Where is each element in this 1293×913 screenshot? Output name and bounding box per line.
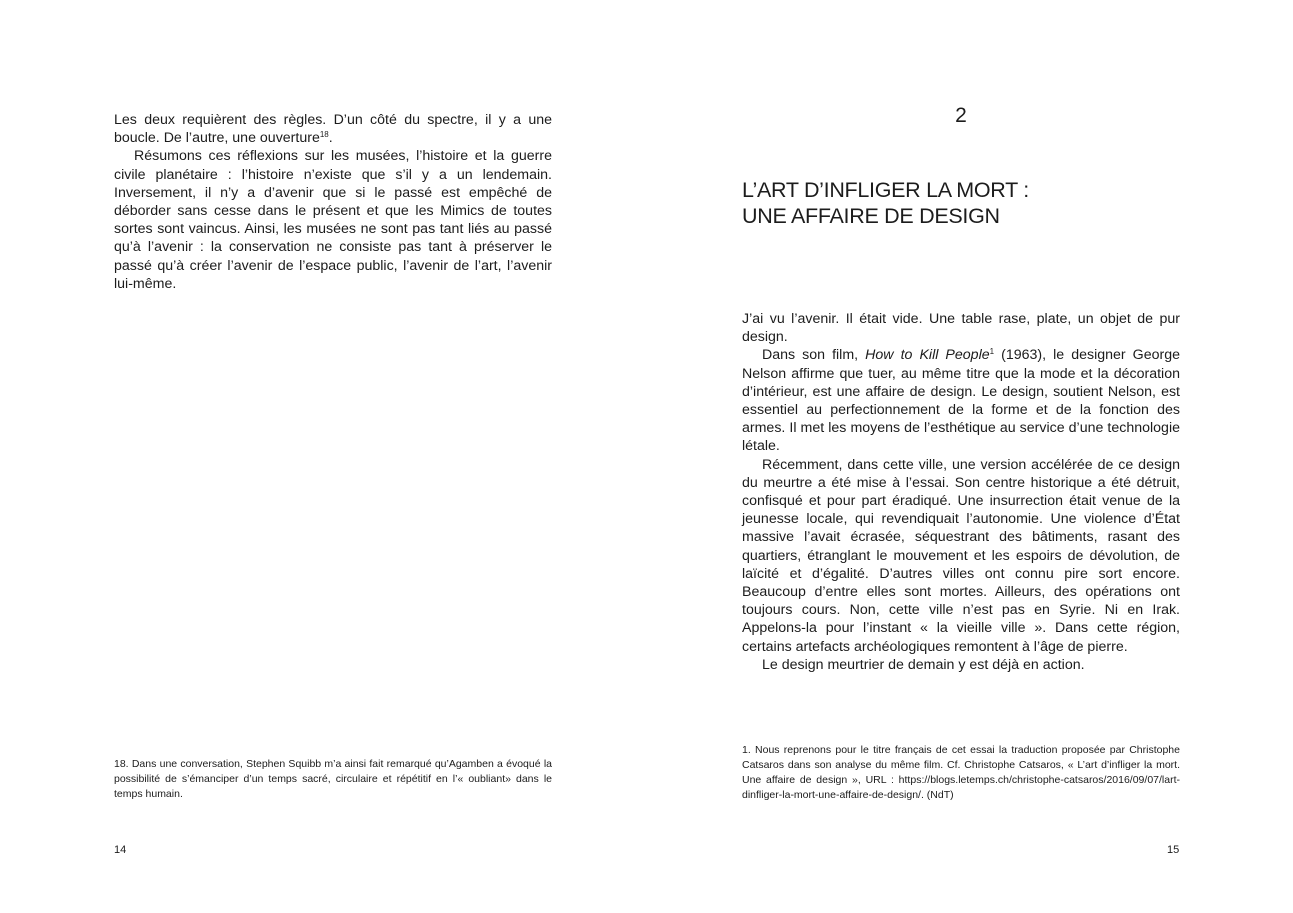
chapter-title-line-2: UNE AFFAIRE DE DESIGN bbox=[742, 204, 1000, 228]
right-paragraph-2-text: (1963), le designer George Nelson affirme que tuer, au même titre que la mode et la décoration d’intérieur, est une affaire de design. Le design, soutient Nelson, est essentiel au perfectionnement de la forme et de la fonction des armes. Il met les moyens de l’esthétique au service d’une technologie létale. bbox=[742, 347, 1181, 455]
chapter-title bbox=[742, 177, 1182, 229]
right-paragraph-3: Récemment, dans cette ville, une version accélérée de ce design du meurtre a été mise à l’essai. Son centre historique a été détruit, confisqué et pour part éradiqué. Une insurrection était venue de la jeunesse locale, qui revendiquait l’autonomie. Une violence d’État massive l’avait écrasée, séquestrant des bâtiments, rasant des quartiers, étranglant le mouvement et les espoirs de dévolution, de laïcité et d’égalité. D’autres villes ont connu pire sort encore. Beaucoup d’entre elles sont mortes. Ailleurs, des opérations ont toujours cours. Non, cette ville n’est pas en Syrie. Ni en Irak. Appelons-la pour l’instant « la vieille ville ». Dans cette région, certains artefacts archéologiques remontent à l’âge de pierre. bbox=[742, 456, 1180, 655]
left-page bbox=[0, 0, 646, 913]
chapter-title-line-1: L’ART D’INFLIGER LA MORT : bbox=[742, 178, 1029, 202]
page-number-left: 14 bbox=[114, 844, 127, 856]
left-paragraph-1-text: Les deux requièrent des règles. D’un côté du spectre, il y a une boucle. De l’autre, une ouverture bbox=[114, 112, 552, 147]
page-number-right: 15 bbox=[1167, 844, 1180, 856]
left-body-text bbox=[114, 111, 552, 293]
film-title: How to Kill People bbox=[865, 347, 990, 364]
right-paragraph-2-intro: Dans son film, bbox=[762, 347, 866, 364]
footnote-reference-1: 1 bbox=[989, 347, 995, 357]
right-footnote: 1. Nous reprenons pour le titre français de cet essai la traduction proposée par Christophe Catsaros dans son analyse du même film. Cf. Christophe Catsaros, « L’art d’infliger la mort. Une affaire de design », URL : https://blogs.letemps.ch/christophe-catsaros/2016/09/07/lart-dinfliger-la-mort-une-affaire-de-design/. (NdT) bbox=[742, 744, 1180, 801]
right-paragraph-2 bbox=[742, 346, 1180, 455]
left-paragraph-1 bbox=[114, 111, 552, 147]
left-paragraph-1-end: . bbox=[328, 130, 333, 147]
right-paragraph-1: J’ai vu l’avenir. Il était vide. Une table rase, plate, un objet de pur design. bbox=[742, 311, 1180, 346]
right-page bbox=[646, 0, 1293, 913]
footnote-reference-18: 18 bbox=[319, 130, 329, 140]
left-paragraph-2: Résumons ces réflexions sur les musées, l’histoire et la guerre civile planétaire : l’histoire n’existe que s’il y a un lendemain. Inversement, il n’y a d’avenir que si le passé est empêché de déborder sans cesse dans le présent et que les Mimics de toutes sortes sont vaincus. Ainsi, les musées ne sont pas tant liés au passé qu’à l’avenir : la conservation ne consiste pas tant à préserver le passé qu’à créer l’avenir de l’espace public, l’avenir de l’art, l’avenir lui-même. bbox=[114, 148, 552, 292]
left-footnote: 18. Dans une conversation, Stephen Squibb m’a ainsi fait remarqué qu’Agamben a évoqué la possibilité de s’émanciper d’un temps sacré, circulaire et répétitif en l’« oubliant» dans le temps humain. bbox=[114, 758, 552, 800]
right-paragraph-4: Le design meurtrier de demain y est déjà en action. bbox=[762, 656, 1085, 673]
chapter-number: 2 bbox=[955, 104, 967, 127]
right-body-text bbox=[742, 310, 1180, 674]
